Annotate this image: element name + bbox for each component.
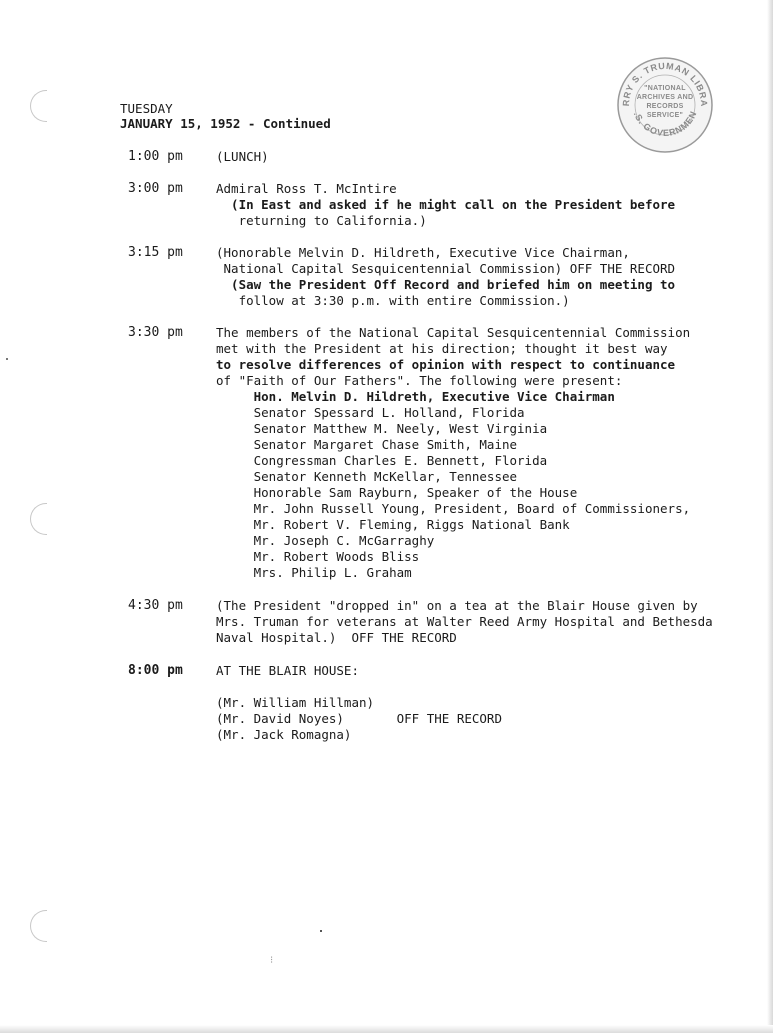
entry-time: 3:15 pm [128, 245, 183, 260]
attendee: Mr. Robert V. Fleming, Riggs National Bank [216, 517, 570, 532]
entry-line: to resolve differences of opinion with respect to continuance [216, 357, 676, 372]
binder-hole-middle [30, 503, 47, 535]
attendee: Mrs. Philip L. Graham [216, 565, 412, 580]
attendee: Senator Margaret Chase Smith, Maine [216, 437, 518, 452]
page-bottom-shadow [0, 1025, 773, 1033]
attendee: Senator Spessard L. Holland, Florida [216, 405, 525, 420]
speck [6, 358, 8, 360]
entry-line: Admiral Ross T. McIntire [216, 181, 397, 196]
entry-line: follow at 3:30 p.m. with entire Commission.) [216, 293, 570, 308]
entry-line: (Mr. Jack Romagna) [216, 727, 352, 742]
entry-line: (The President "dropped in" on a tea at the Blair House given by [216, 598, 698, 613]
attendee: Senator Matthew M. Neely, West Virginia [216, 421, 548, 436]
stamp-bottom-text: .S. GOVERNMEN [631, 109, 699, 139]
entry-line: of "Faith of Our Fathers". The following were present: [216, 373, 623, 388]
entry-line: Naval Hospital.) OFF THE RECORD [216, 630, 457, 645]
day-heading: TUESDAY [120, 101, 173, 116]
stamp-line-1: "NATIONAL [644, 85, 686, 92]
entry-line: returning to California.) [216, 213, 427, 228]
entry-line: AT THE BLAIR HOUSE: [216, 663, 359, 678]
entry-line: (LUNCH) [216, 149, 269, 164]
entry-time: 8:00 pm [128, 663, 183, 678]
entry-line: (Honorable Melvin D. Hildreth, Executive Vice Chairman, [216, 245, 630, 260]
binder-hole-top [30, 90, 47, 122]
entry-line: (Mr. William Hillman) [216, 695, 375, 710]
stamp-line-2: ARCHIVES AND [636, 94, 694, 101]
binder-hole-bottom [30, 910, 47, 942]
entry-time: 4:30 pm [128, 598, 183, 613]
page-edge-shadow [767, 0, 773, 1033]
entry-line: (Saw the President Off Record and briefed him on meeting to [216, 277, 676, 292]
date-heading: JANUARY 15, 1952 - Continued [120, 116, 331, 131]
attendee: Hon. Melvin D. Hildreth, Executive Vice Chairman [216, 389, 615, 404]
entry-line: (Mr. David Noyes) OFF THE RECORD [216, 711, 502, 726]
entry-time: 3:00 pm [128, 181, 183, 196]
attendee: Senator Kenneth McKellar, Tennessee [216, 469, 518, 484]
archive-stamp [615, 55, 715, 155]
entry-time: 1:00 pm [128, 149, 183, 164]
stamp-outer-text: RRY S. TRUMAN LIBRA [620, 60, 710, 108]
entry-line: National Capital Sesquicentennial Commission) OFF THE RECORD [216, 261, 676, 276]
entry-line: Mrs. Truman for veterans at Walter Reed Army Hospital and Bethesda [216, 614, 713, 629]
entry-line: The members of the National Capital Sesquicentennial Commission [216, 325, 691, 340]
attendee: Mr. Joseph C. McGarraghy [216, 533, 435, 548]
stamp-line-3: RECORDS [646, 103, 684, 110]
attendee: Mr. Robert Woods Bliss [216, 549, 420, 564]
stamp-line-4: SERVICE" [646, 112, 684, 119]
faint-mark: ⁝ [270, 955, 274, 966]
attendee: Honorable Sam Rayburn, Speaker of the House [216, 485, 578, 500]
attendee: Mr. John Russell Young, President, Board of Commissioners, [216, 501, 691, 516]
entry-line: (In East and asked if he might call on the President before [216, 197, 676, 212]
attendee: Congressman Charles E. Bennett, Florida [216, 453, 548, 468]
entry-line: met with the President at his direction; thought it best way [216, 341, 668, 356]
entry-time: 3:30 pm [128, 325, 183, 340]
speck [320, 930, 322, 932]
